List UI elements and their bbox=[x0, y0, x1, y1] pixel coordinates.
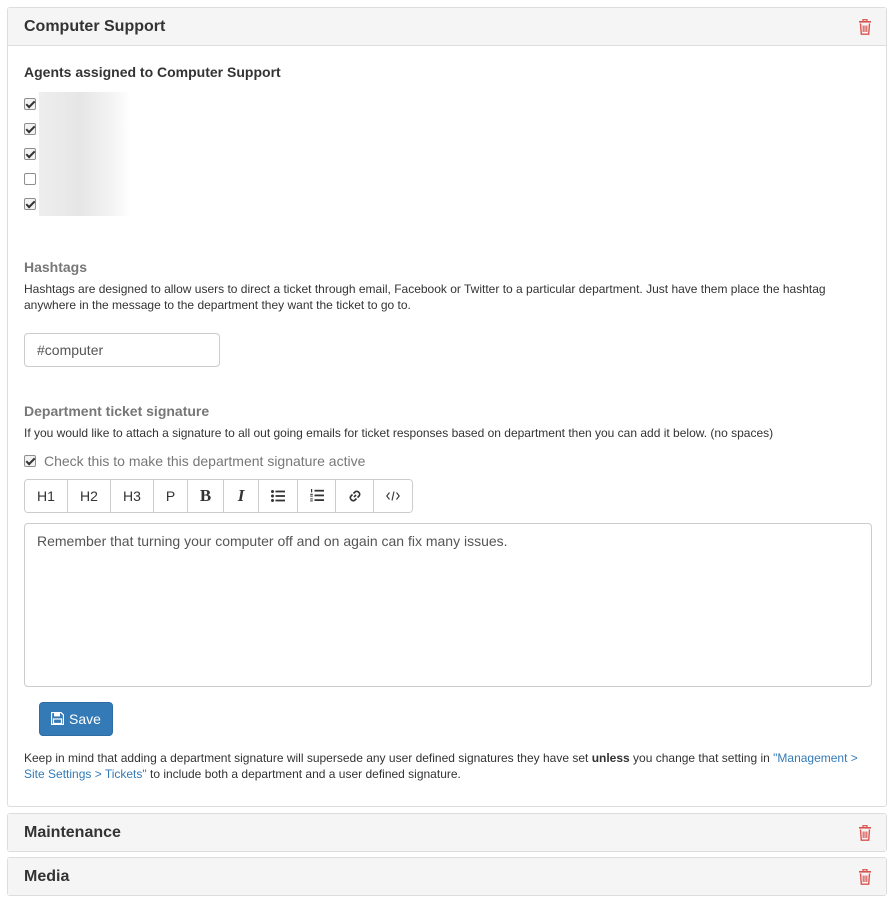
department-panel-maintenance bbox=[7, 813, 887, 852]
panel-title: Media bbox=[24, 867, 70, 885]
agent-row bbox=[24, 92, 870, 117]
agent-name-redacted bbox=[39, 142, 131, 167]
link-button[interactable] bbox=[336, 480, 374, 512]
agent-row bbox=[24, 142, 870, 167]
editor-toolbar bbox=[24, 479, 413, 513]
agent-name-redacted bbox=[39, 92, 131, 117]
numbered-list-icon bbox=[310, 489, 324, 502]
agent-checkbox[interactable] bbox=[24, 123, 36, 135]
link-icon bbox=[348, 489, 362, 503]
panel-title: Computer Support bbox=[24, 17, 166, 35]
agent-row bbox=[24, 166, 870, 191]
save-button[interactable] bbox=[39, 702, 113, 736]
panel-heading[interactable] bbox=[8, 814, 886, 851]
agent-checkbox[interactable] bbox=[24, 98, 36, 110]
hashtag-input[interactable] bbox=[24, 333, 220, 367]
h3-button[interactable]: H3 bbox=[111, 480, 154, 512]
signature-help-text: If you would like to attach a signature to all out going emails for ticket responses based on department then you can add it below. (no spaces) bbox=[24, 425, 774, 440]
paragraph-button[interactable]: P bbox=[154, 480, 188, 512]
hashtags-help-text: Hashtags are designed to allow users to direct a ticket through email, Facebook or Twitter to a particular department. Just have them place the hashtag anywhere in the message to the department they want the ticket to go to. bbox=[24, 281, 826, 312]
agent-name-redacted bbox=[39, 117, 131, 142]
note-bold: unless bbox=[591, 750, 630, 765]
note-text-2: you change that setting in bbox=[629, 750, 774, 765]
signature-active-row bbox=[24, 453, 870, 469]
agent-checkbox[interactable] bbox=[24, 198, 36, 210]
agent-checkbox[interactable] bbox=[24, 173, 36, 185]
signature-note bbox=[24, 750, 870, 782]
signature-heading: Department ticket signature bbox=[24, 402, 210, 419]
save-label: Save bbox=[69, 710, 101, 727]
hashtags-heading: Hashtags bbox=[24, 258, 88, 275]
signature-active-label: Check this to make this department signature active bbox=[44, 452, 366, 469]
agent-row bbox=[24, 191, 870, 216]
bold-icon: B bbox=[199, 485, 212, 505]
bulleted-list-icon bbox=[271, 490, 285, 502]
agent-name-redacted bbox=[39, 191, 131, 216]
trash-icon[interactable] bbox=[858, 19, 872, 35]
panel-title: Maintenance bbox=[24, 823, 121, 841]
note-text-3: to include both a department and a user defined signature. bbox=[146, 766, 461, 781]
h1-button[interactable]: H1 bbox=[25, 480, 68, 512]
panel-heading[interactable] bbox=[8, 858, 886, 895]
trash-icon[interactable] bbox=[858, 825, 872, 841]
bulleted-list-button[interactable] bbox=[259, 480, 298, 512]
code-button[interactable] bbox=[374, 480, 412, 512]
agent-row bbox=[24, 117, 870, 142]
bold-button[interactable] bbox=[188, 480, 224, 512]
agents-list bbox=[24, 92, 870, 216]
italic-icon: I bbox=[237, 485, 245, 505]
code-icon bbox=[386, 491, 400, 501]
department-panel-media bbox=[7, 857, 887, 896]
agent-name-redacted bbox=[39, 166, 131, 191]
save-icon bbox=[51, 712, 64, 725]
department-panel-computer-support bbox=[7, 7, 887, 807]
italic-button[interactable] bbox=[224, 480, 259, 512]
note-text-1: Keep in mind that adding a department signature will supersede any user defined signatures they have set bbox=[24, 750, 592, 765]
panel-heading[interactable] bbox=[8, 8, 886, 46]
signature-editor[interactable]: Remember that turning your computer off and on again can fix many issues. bbox=[24, 523, 872, 687]
signature-active-checkbox[interactable] bbox=[24, 455, 36, 467]
agent-checkbox[interactable] bbox=[24, 148, 36, 160]
h2-button[interactable]: H2 bbox=[68, 480, 111, 512]
panel-body bbox=[8, 46, 886, 802]
numbered-list-button[interactable] bbox=[298, 480, 336, 512]
trash-icon[interactable] bbox=[858, 869, 872, 885]
site-settings-link[interactable]: "Management > Site Settings > Tickets" bbox=[24, 750, 858, 781]
agents-heading: Agents assigned to Computer Support bbox=[24, 64, 281, 80]
